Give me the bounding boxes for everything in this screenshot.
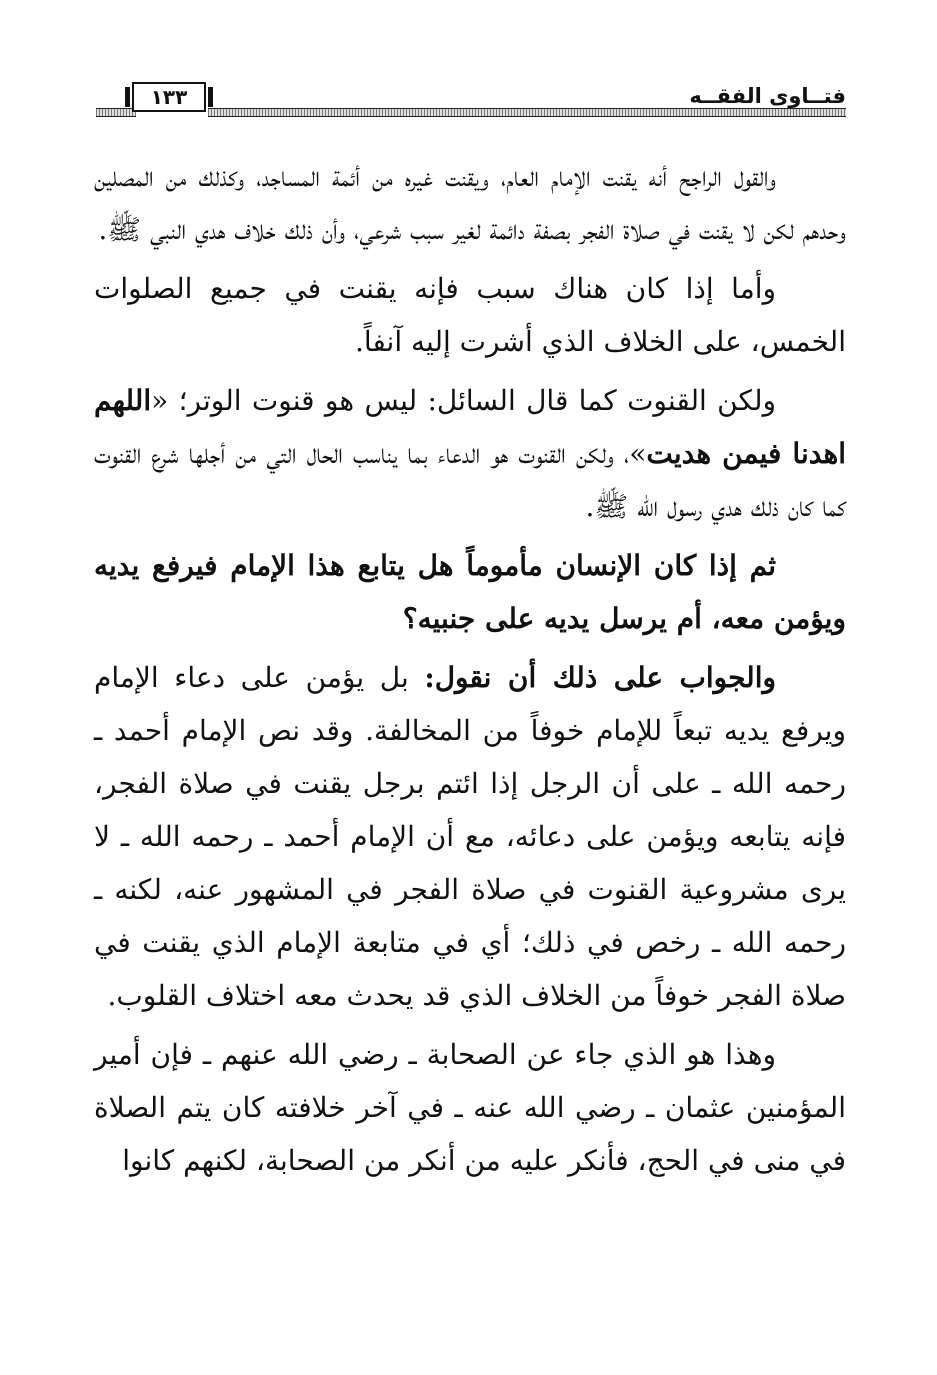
paragraph-text: ولكن القنوت كما قال السائل: ليس هو قنوت الوتر؛ «: [151, 384, 776, 417]
header-rule-left: [96, 108, 136, 117]
paragraph-text: »، ولكن القنوت هو الدعاء بما يناسب الحال التي من أجلها شرع القنوت كما كان ذلك هدي رسول الله ﷺ.: [94, 437, 846, 523]
paragraph-3: [94, 374, 846, 533]
dua-quote: اللهم اهدنا فيمن هديت: [94, 384, 847, 470]
paragraph-6: [94, 1028, 846, 1187]
page-number: ١٣٣: [132, 82, 206, 112]
paragraph-text: وأما إذا كان هناك سبب فإنه يقنت في جميع الصلوات الخمس، على الخلاف الذي أشرت إليه آنفاً.: [94, 272, 846, 358]
paragraph-text: بل يؤمن على دعاء الإمام ويرفع يديه تبعاً للإمام خوفاً من المخالفة. وقد نص الإمام أحمد ـ رحمه الله ـ على أن الرجل إذا ائتم برجل يقنت في صلاة الفجر، فإنه يتابعه ويؤمن على دعائه، مع أن الإمام أحمد ـ رحمه الله ـ لا يرى مشروعية القنوت في صلاة الفجر في المشهور عنه، لكنه ـ رحمه الله ـ رخص في ذلك؛ أي في متابعة الإمام الذي يقنت في صلاة الفجر خوفاً من الخلاف الذي قد يحدث معه اختلاف القلوب.: [94, 661, 846, 1012]
answer-lead: والجواب على ذلك أن نقول:: [424, 661, 777, 694]
paragraph-1: [94, 150, 846, 256]
paragraph-answer: [94, 651, 846, 1022]
paragraph-question: [94, 539, 846, 645]
body-text: [94, 150, 846, 1193]
paragraph-2: [94, 262, 846, 368]
book-title: فتــاوى الفقــه: [689, 84, 846, 108]
paragraph-text: والقول الراجح أنه يقنت الإمام العام، ويقنت غيره من أئمة المساجد، وكذلك من المصلين وحدهم لكن لا يقنت في صلاة الفجر بصفة دائمة لغير سبب شرعي، وأن ذلك خلاف هدي النبي ﷺ.: [94, 160, 846, 246]
paragraph-text: وهذا هو الذي جاء عن الصحابة ـ رضي الله عنهم ـ فإن أمير المؤمنين عثمان ـ رضي الله عنه ـ في آخر خلافته كان يتم الصلاة في منى في الحج، فأنكر عليه من أنكر من الصحابة، لكنهم كانوا: [94, 1038, 846, 1177]
question-text: ثم إذا كان الإنسان مأموماً هل يتابع هذا الإمام فيرفع يديه ويؤمن معه، أم يرسل يديه على جنبيه؟: [94, 549, 846, 635]
header-rule-right: [208, 108, 846, 117]
page-header: [96, 78, 846, 128]
